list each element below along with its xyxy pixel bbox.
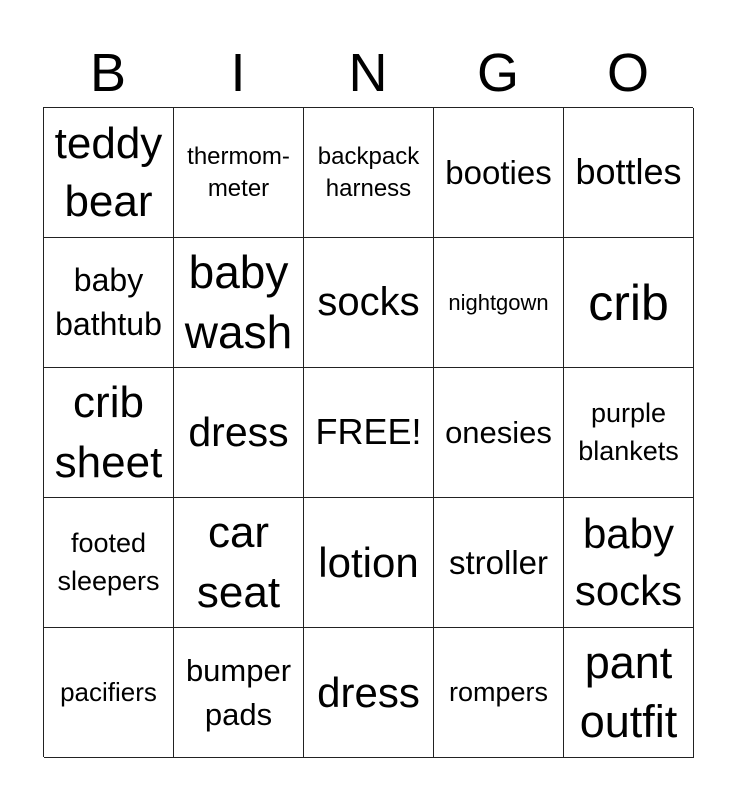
bingo-cell[interactable]: bumper pads: [174, 628, 304, 758]
header-letter-n: N: [348, 43, 388, 103]
bingo-cell[interactable]: backpack harness: [304, 108, 434, 238]
bingo-cell[interactable]: thermom-meter: [174, 108, 304, 238]
bingo-cell[interactable]: baby wash: [174, 238, 304, 368]
bingo-cell[interactable]: socks: [304, 238, 434, 368]
bingo-cell[interactable]: purple blankets: [564, 368, 694, 498]
bingo-cell[interactable]: bottles: [564, 108, 694, 238]
bingo-cell[interactable]: dress: [304, 628, 434, 758]
bingo-cell[interactable]: nightgown: [434, 238, 564, 368]
bingo-cell[interactable]: baby bathtub: [44, 238, 174, 368]
bingo-cell[interactable]: pant outfit: [564, 628, 694, 758]
bingo-cell[interactable]: crib: [564, 238, 694, 368]
bingo-cell[interactable]: dress: [174, 368, 304, 498]
bingo-cell[interactable]: onesies: [434, 368, 564, 498]
header-letter-g: G: [476, 43, 519, 103]
bingo-cell[interactable]: teddy bear: [44, 108, 174, 238]
bingo-cell[interactable]: FREE!: [304, 368, 434, 498]
bingo-header: [43, 40, 693, 106]
bingo-cell[interactable]: stroller: [434, 498, 564, 628]
header-letter-o: O: [606, 43, 649, 103]
bingo-cell[interactable]: baby socks: [564, 498, 694, 628]
bingo-cell[interactable]: lotion: [304, 498, 434, 628]
bingo-cell[interactable]: car seat: [174, 498, 304, 628]
bingo-cell[interactable]: booties: [434, 108, 564, 238]
bingo-cell[interactable]: rompers: [434, 628, 564, 758]
bingo-cell[interactable]: crib sheet: [44, 368, 174, 498]
header-letter-b: B: [89, 43, 127, 103]
bingo-cell[interactable]: footed sleepers: [44, 498, 174, 628]
bingo-board: [43, 107, 693, 757]
header-letter-i: I: [230, 43, 246, 103]
bingo-cell[interactable]: pacifiers: [44, 628, 174, 758]
